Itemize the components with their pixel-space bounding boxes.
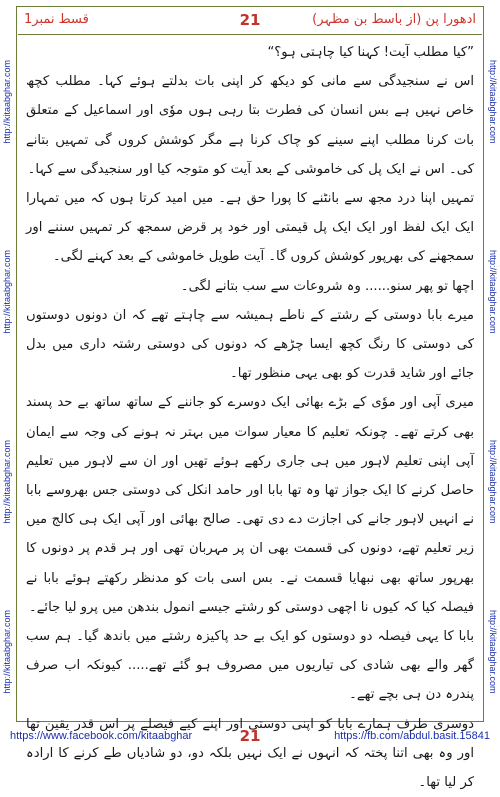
paragraph: تمہیں اپنا درد مجھ سے بانٹنے کا پورا حق ہے۔ میں امید کرتا ہوں کہ میں تمہارا ایک ایک لفظ اور ایک ایک پل قیمتی اور خود پر قرض سمجھ کر تمہیں سننے اور سمجھنے کی بھرپور کوشش کروں گا۔ آیت طویل خاموشی کے بعد کہنے لگی۔ (26, 191, 474, 265)
paragraph: ”کیا مطلب آیت! کہنا کیا چاہتی ہو؟“ (267, 45, 474, 60)
paragraph: میرے بابا دوستی کے رشتے کے ناطے ہمیشہ سے چاہتے تھے کہ ان دونوں دوستوں کی دوستی کا رنگ کچھ ایسا چڑھے کہ دونوں کی دوستی رشتہ داری میں بدل جائے اور شاید قدرت کو بھی یہی منظور تھا۔ (26, 307, 474, 382)
page-footer (0, 724, 500, 748)
watermark-right-3: http://kitaabghar.com (488, 440, 498, 524)
paragraph: اچھا تو پھر سنو...... وہ شروعات سے سب بتانے لگی۔ (180, 278, 474, 294)
paragraph: میری آپی اور موٗی کے بڑے بھائی ایک دوسرے کو جاننے کے ساتھ ساتھ بے حد پسند بھی کرتے تھے۔ چونکہ تعلیم کا معیار سوات میں بہتر نہ ہونے کی وجہ سے ایمان آپی اپنی تعلیم لاہور میں ہی جاری رکھے ہوئے تھیں اور ان سے لاہور میں تعلیم حاصل کرنے کا ایک جواز تھا وہ تھا بابا اور حامد انکل کی دوستی جس بھروسے بابا نے انہیں لاہور جانے کی اجازت دے دی تھی۔ صالح بھائی اور آپی ایک ہی کالج میں زیر تعلیم تھے، دونوں کی قسمت بھی ان پر مہربان تھی اور ہر قدم پر دونوں کا بھرپور ساتھ بھی نبھایا قسمت نے۔ بس اسی بات کو مدنظر رکھتے ہوئے بابا نے فیصلہ کیا کہ کیوں نا اچھی دوستی کو رشتے جیسے انمول بندھن میں پرو لیا جائے۔ (26, 395, 474, 615)
watermark-right-1: http://kitaabghar.com (488, 60, 498, 144)
watermark-left-2: http://kitaabghar.com (2, 250, 12, 334)
watermark-left-1: http://kitaabghar.com (2, 60, 12, 144)
watermark-right-4: http://kitaabghar.com (488, 610, 498, 694)
facebook-profile-link[interactable]: https://fb.com/abdul.basit.15841 (334, 730, 490, 742)
paragraph: بابا کا یہی فیصلہ دو دوستوں کو ایک بے حد پاکیزہ رشتے میں باندھ گیا۔ ہم سب گھر والے بھی شادی کی تیاریوں میں مصروف ہو گئے تھے..... کیونکہ اب صرف پندرہ دن ہی بچے تھے۔ (26, 629, 474, 703)
watermark-left-3: http://kitaabghar.com (2, 440, 12, 524)
watermark-left-4: http://kitaabghar.com (2, 610, 12, 694)
paragraph: دوسری طرف ہمارے بابا کو اپنی دوستی اور اپنے کیے فیصلے پر اس قدر یقین تھا اور وہ بھی اتنا پختہ کہ انہوں نے ایک نہیں بلکہ دو، دو شادیاں طے کرنے کا ارادہ کر لیا تھا۔ (26, 716, 474, 791)
footer-page-number: 21 (239, 727, 261, 745)
episode-label: قسط نمبر1 (24, 12, 89, 27)
header-page-number: 21 (239, 11, 261, 29)
page-header (18, 8, 482, 35)
book-title: ادھورا پن (از باسط بن مظہر) (312, 12, 476, 27)
facebook-page-link[interactable]: https://www.facebook.com/kitaabghar (10, 730, 193, 742)
watermark-right-2: http://kitaabghar.com (488, 250, 498, 334)
paragraph: اس نے سنجیدگی سے مانی کو دیکھ کر اپنی بات بدلتے ہوئے کہا۔ مطلب کچھ خاص نہیں ہے بس انسان کی فطرت بتا رہی ہوں موٗی اور اسماعیل کے متعلق بات کرنا مطلب اپنے سینے کو چاک کرنا ہے مگر کوشش کروں گی تمہیں بتانے کی۔ اس نے ایک پل کی خاموشی کے بعد آیت کو متوجہ کیا اور سنجیدگی سے کہا۔ (26, 74, 474, 177)
